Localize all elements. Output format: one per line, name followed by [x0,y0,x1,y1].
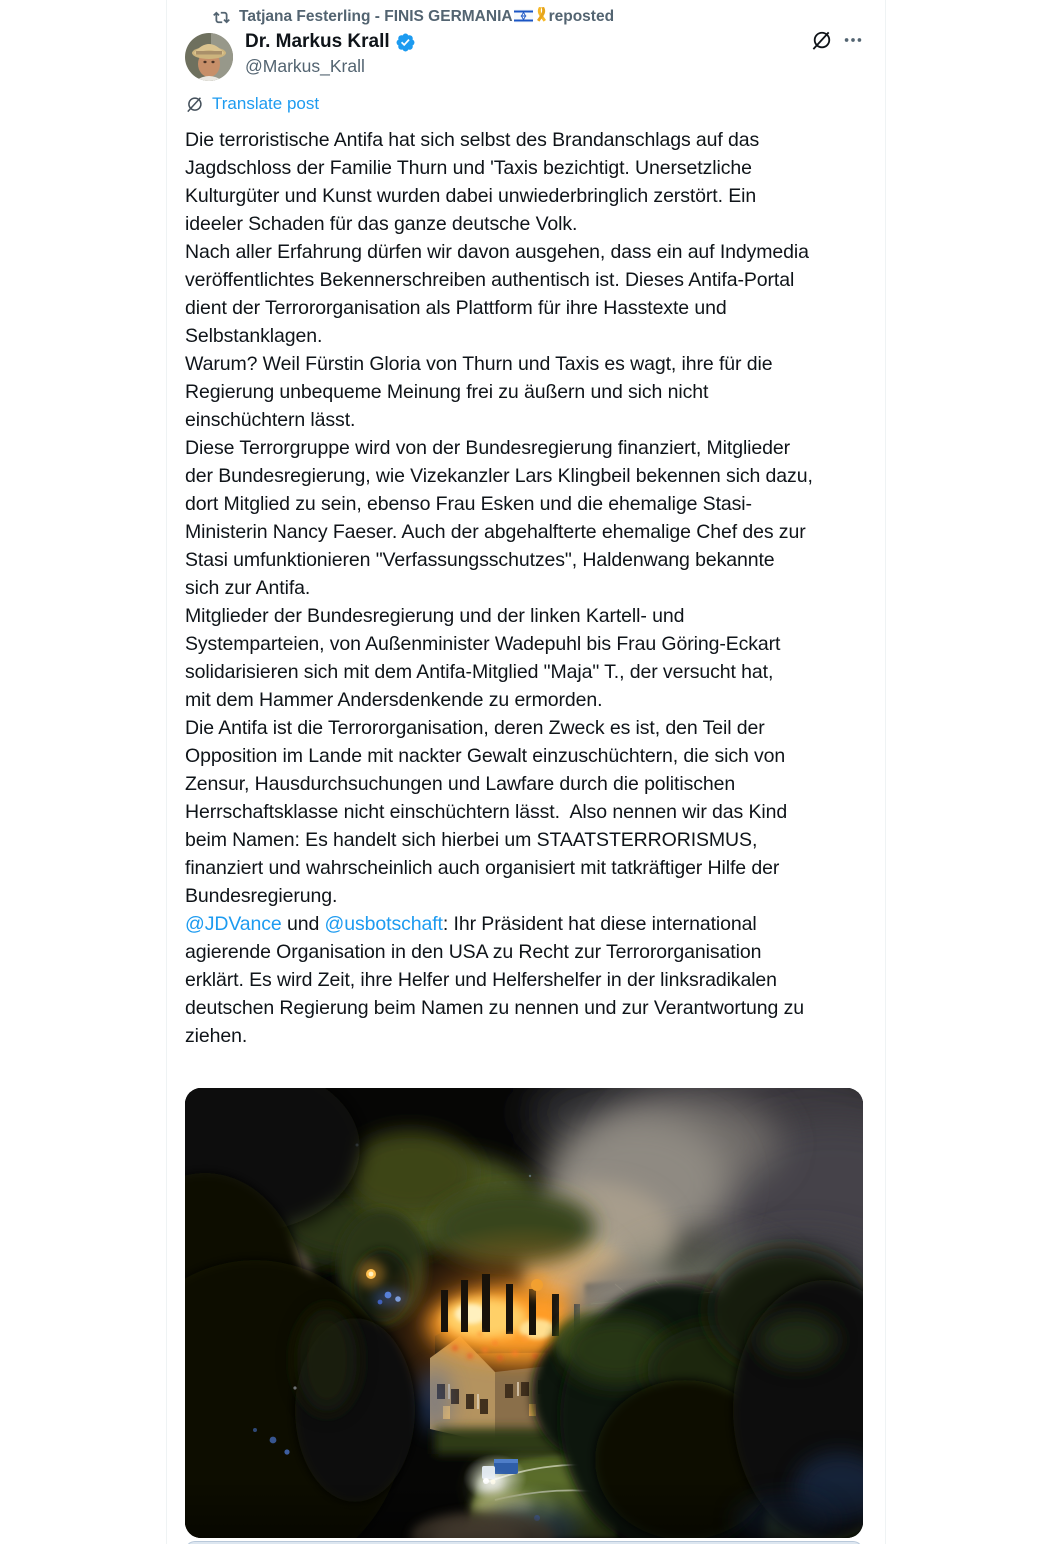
verified-badge-icon [395,32,416,53]
body-line [185,210,877,238]
body-line [185,714,877,742]
body-text: Die Antifa ist die Terrororganisation, deren Zweck es ist, den Teil der [185,717,765,739]
body-line [185,490,877,518]
body-text: agierende Organisation in den USA zu Recht zur Terrororganisation [185,941,762,963]
body-line [185,378,877,406]
body-text: finanziert und wahrscheinlich auch organisiert mit tatkräftiger Hilfe der [185,857,780,879]
body-line [185,574,877,602]
body-text: Zensur, Hausdurchsuchungen und Lawfare durch die politischen [185,773,736,795]
body-text: dort Mitglied zu sein, ebenso Frau Esken und die ehemalige Stasi- [185,493,752,515]
body-text: Ministerin Nancy Faeser. Auch der abgehalfterte ehemalige Chef des zur [185,521,806,543]
repost-icon [213,9,230,26]
body-text: Mitglieder der Bundesregierung und der linken Kartell- und [185,605,685,627]
body-text: Jagdschloss der Familie Thurn und 'Taxis bezichtigt. Unersetzliche [185,157,752,179]
body-line [185,630,877,658]
reposter-name-text: Tatjana Festerling - FINIS GERMANIA [239,8,513,25]
body-text: Regierung unbequeme Meinung frei zu äußern und sich nicht [185,381,709,403]
body-line [185,910,877,938]
body-text: solidarisieren sich mit dem Antifa-Mitglied "Maja" T., der versucht hat, [185,661,774,683]
post-body [185,126,877,1050]
body-text: deutschen Regierung beim Namen zu nennen und zur Verantwortung zu [185,997,804,1019]
grok-icon [810,29,833,52]
body-text: : Ihr Präsident hat diese international [442,913,757,935]
body-text: Selbstanklagen. [185,325,323,347]
author-handle[interactable]: @Markus_Krall [245,56,365,76]
column-border-left [166,0,167,1544]
mention-link[interactable]: @usbotschaft [324,913,443,935]
body-line [185,854,877,882]
body-line [185,406,877,434]
more-icon [842,29,864,51]
body-line [185,994,877,1022]
body-line [185,826,877,854]
avatar-photo [185,33,233,81]
israel-flag-emoji [514,9,533,28]
body-text: ideeler Schaden für das ganze deutsche Volk. [185,213,578,235]
body-text: Stasi umfunktionieren "Verfassungsschutzes", Haldenwang bekannte [185,549,775,571]
body-text: Kulturgüter und Kunst wurden dabei unwiederbringlich zerstört. Ein [185,185,757,207]
reposted-label: reposted [548,8,615,25]
post-photo[interactable] [185,1088,863,1538]
body-line [185,462,877,490]
translate-label: Translate post [212,94,320,113]
body-line [185,350,877,378]
body-line [185,154,877,182]
grok-actions-button[interactable] [808,27,834,53]
body-text: einschüchtern lässt. [185,409,356,431]
body-text: der Bundesregierung, wie Vizekanzler Lars Klingbeil bekennen sich dazu, [185,465,813,487]
burning-lodge-photo [185,1088,863,1538]
body-text: dient der Terrororganisation als Plattform für ihre Hasstexte und [185,297,727,319]
body-line [185,322,877,350]
body-text: Die terroristische Antifa hat sich selbst des Brandanschlags auf das [185,129,760,151]
body-line [185,126,877,154]
body-line [185,1022,877,1050]
body-line [185,182,877,210]
body-text: Herrschaftsklasse nicht einschüchtern lässt. Also nennen wir das Kind [185,801,788,823]
body-text: Warum? Weil Fürstin Gloria von Thurn und Taxis es wagt, ihre für die [185,353,773,375]
mention-link[interactable]: @JDVance [185,913,282,935]
body-line [185,602,877,630]
body-line [185,770,877,798]
body-text: mit dem Hammer Andersdenkende zu ermorden. [185,689,603,711]
body-text: ziehen. [185,1025,248,1047]
body-text: Nach aller Erfahrung dürfen wir davon ausgehen, dass ein auf Indymedia [185,241,809,263]
body-line [185,742,877,770]
body-line [185,238,877,266]
body-line [185,882,877,910]
body-line [185,658,877,686]
repost-header[interactable] [213,6,614,28]
body-text: veröffentlichtes Bekennerschreiben authentisch ist. Dieses Antifa-Portal [185,269,795,291]
body-text: Diese Terrorgruppe wird von der Bundesregierung finanziert, Mitglieder [185,437,791,459]
body-text: erklärt. Es wird Zeit, ihre Helfer und Helfershelfer in der linksradikalen [185,969,777,991]
body-line [185,266,877,294]
author-name[interactable]: Dr. Markus Krall [245,31,390,52]
body-text: sich zur Antifa. [185,577,311,599]
body-line [185,294,877,322]
avatar[interactable] [185,33,233,81]
body-line [185,966,877,994]
body-text: und [281,913,325,935]
column-border-right [885,0,886,1544]
yellow-ribbon-emoji [535,6,548,28]
body-text: Opposition im Lande mit nackter Gewalt einzuschüchtern, die sich von [185,745,786,767]
grok-translate-icon [185,95,204,114]
body-text: beim Namen: Es handelt sich hierbei um STAATSTERRORISMUS, [185,829,758,851]
body-line [185,798,877,826]
body-line [185,518,877,546]
body-line [185,686,877,714]
body-line [185,546,877,574]
more-button[interactable] [840,27,866,53]
body-line [185,938,877,966]
body-line [185,434,877,462]
body-text: Systemparteien, von Außenminister Wadepuhl bis Frau Göring-Eckart [185,633,781,655]
reposter-name [239,6,614,28]
body-text: Bundesregierung. [185,885,338,907]
translate-button[interactable] [185,94,319,114]
